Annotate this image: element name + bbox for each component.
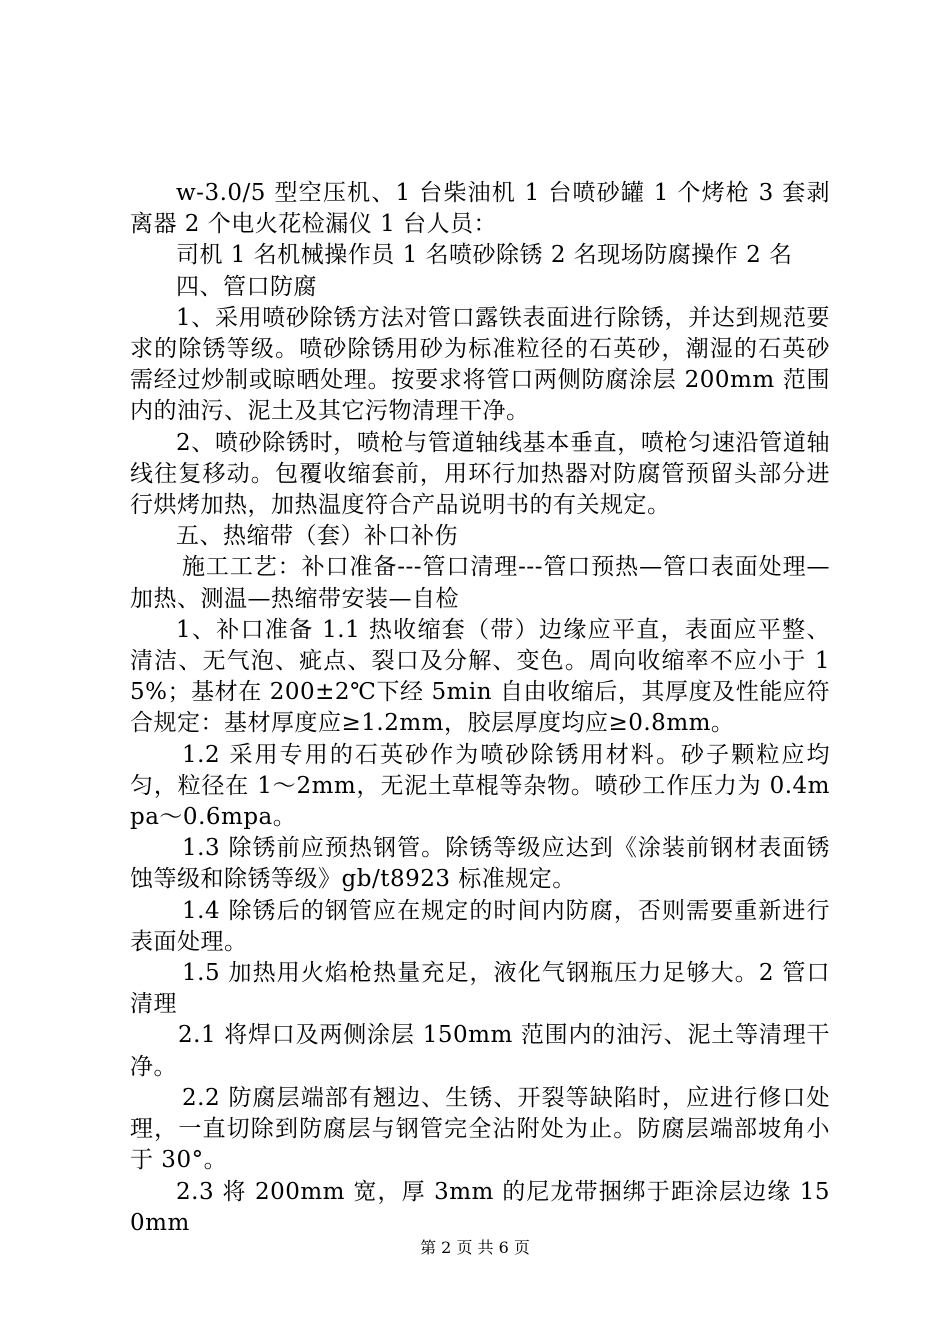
paragraph-equipment-list: w-3.0/5 型空压机、1 台柴油机 1 台喷砂罐 1 个烤枪 3 套剥离器 2 个电火花检漏仪 1 台人员： <box>130 180 830 238</box>
page-number-footer: 第 2 页 共 6 页 <box>420 1238 530 1257</box>
paragraph-construction-process: 施工工艺：补口准备---管口清理---管口预热—管口表面处理—加热、测温—热缩带安装—自检 <box>130 554 830 612</box>
paragraph-item-1-4: 1.4 除锈后的钢管应在规定的时间内防腐，否则需要重新进行表面处理。 <box>130 897 830 955</box>
paragraph-personnel: 司机 1 名机械操作员 1 名喷砂除锈 2 名现场防腐操作 2 名 <box>176 242 793 269</box>
paragraph-patch-preparation: 1、补口准备 1.1 热收缩套（带）边缘应平直，表面应平整、清洁、无气泡、疵点、裂口及分解、变色。周向收缩率不应小于 15%；基材在 200±2℃下经 5min 自由收缩后，其厚度及性能应符合规定：基材厚度应≥1.2mm，胶层厚度均应≥0.8mm。 <box>130 616 830 737</box>
paragraph-item-1-5: 1.5 加热用火焰枪热量充足，液化气钢瓶压力足够大。2 管口清理 <box>130 960 830 1018</box>
paragraph-item-2-3: 2.3 将 200mm 宽，厚 3mm 的尼龙带捆绑于距涂层边缘 150mm <box>130 1178 830 1236</box>
paragraph-sandblast-method: 1、采用喷砂除锈方法对管口露铁表面进行除锈，并达到规范要求的除锈等级。喷砂除锈用砂为标准粒径的石英砂，潮湿的石英砂需经过炒制或晾晒处理。按要求将管口两侧防腐涂层 200mm 范围内的油污、泥土及其它污物清理干净。 <box>130 304 830 425</box>
paragraph-sandblast-procedure: 2、喷砂除锈时，喷枪与管道轴线基本垂直，喷枪匀速沿管道轴线往复移动。包覆收缩套前，用环行加热器对防腐管预留头部分进行烘烤加热，加热温度符合产品说明书的有关规定。 <box>130 429 830 519</box>
section-heading-pipe-anticorrosion: 四、管口防腐 <box>176 273 317 300</box>
paragraph-item-2-2: 2.2 防腐层端部有翘边、生锈、开裂等缺陷时，应进行修口处理，一直切除到防腐层与钢管完全沾附处为止。防腐层端部坡角小于 30°。 <box>130 1084 830 1174</box>
document-body <box>130 178 830 1239</box>
section-heading-heat-shrink: 五、热缩带（套）补口补伤 <box>176 523 458 550</box>
paragraph-item-2-1: 2.1 将焊口及两侧涂层 150mm 范围内的油污、泥土等清理干净。 <box>130 1022 830 1080</box>
paragraph-item-1-2: 1.2 采用专用的石英砂作为喷砂除锈用材料。砂子颗粒应均匀，粒径在 1～2mm，无泥土草棍等杂物。喷砂工作压力为 0.4mpa～0.6mpa。 <box>130 741 830 831</box>
paragraph-item-1-3: 1.3 除锈前应预热钢管。除锈等级应达到《涂装前钢材表面锈蚀等级和除锈等级》gb/t8923 标准规定。 <box>130 835 830 893</box>
